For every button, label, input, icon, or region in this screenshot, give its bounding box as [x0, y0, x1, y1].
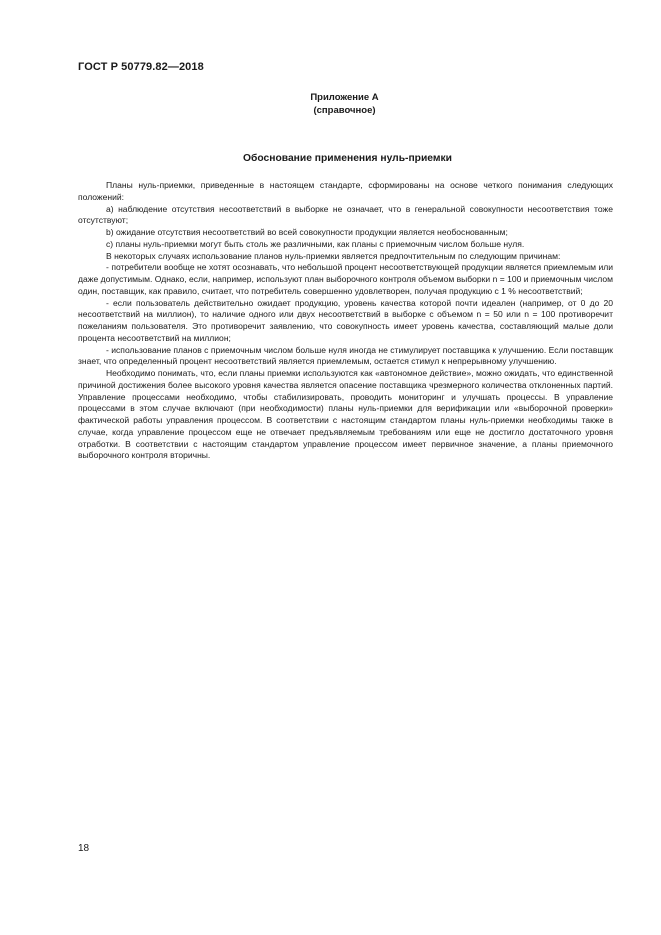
annex-subtitle: (справочное) — [313, 105, 376, 116]
paragraph: Планы нуль-приемки, приведенные в настоящем стандарте, сформированы на основе четкого понимания следующих положений: — [78, 180, 613, 202]
list-item: b) ожидание отсутствия несоответствий во всей совокупности продукции является необоснованным; — [106, 227, 508, 237]
section-title: Обоснование применения нуль-приемки — [242, 153, 452, 164]
list-item: - потребители вообще не хотят осознавать, что небольшой процент несоответствующей продукции является приемлемым или даже допустимым. Однако, если, например, используют план выборочного контроля объемом выборки n = 100 и приемочным числом один, поставщик, как правило, считает, что потребитель совершенно удовлетворен, получая продукцию с 1 % несоответствий; — [78, 262, 613, 296]
list-item: - если пользователь действительно ожидает продукцию, уровень качества которой почти идеален (например, от 0 до 20 несоответствий на миллион), то наличие одного или двух несоответствий в выборке с объемом n = 50 или n = 100 противоречит пожеланиям пользователя. Это противоречит заявлению, что совокупность имеет уровень качества, составляющий малые доли процента несоответствий на миллион; — [78, 297, 613, 343]
list-item: c) планы нуль-приемки могут быть столь же различными, как планы с приемочным числом больше нуля. — [106, 238, 525, 249]
list-item: a) наблюдение отсутствия несоответствий в выборке не означает, что в генеральной совокупности несоответствия тоже отсутствуют; — [78, 203, 613, 226]
list-item: - использование планов с приемочным числом больше нуля иногда не стимулирует поставщика к улучшению. Если поставщик знает, что определенный процент несоответствий является приемлемым, остается стимул к непрерывному улучшению. — [78, 344, 613, 367]
body-text — [78, 180, 613, 462]
page-number: 18 — [78, 843, 90, 854]
annex-title: Приложение А — [310, 92, 379, 103]
paragraph: Необходимо понимать, что, если планы приемки используются как «автономное действие», можно ожидать, что единственной причиной достижения более высокого уровня качества является опасение поставщика чрезмерного количества отклоненных партий. Управление процессами необходимо, чтобы стабилизировать, проводить мониторинг и улучшать процессы. В управление процессами в этом случае включают (при необходимости) планы нуль-приемки для верификации или «выборочной проверки» фактической работы управления процессом. В соответствии с настоящим стандартом планы нуль-приемки необходимы также в случае, когда управление процессом еще не отвечает предъявляемым требованиям или еще не достигло достаточного уровня отработки. В соответствии с настоящим стандартом управление процессом имеет первичное значение, а планы приемочного выборочного контроля вторичны. — [78, 368, 613, 461]
document-id-header: ГОСТ Р 50779.82—2018 — [78, 61, 204, 73]
annex-heading — [0, 91, 661, 117]
paragraph: В некоторых случаях использование планов нуль-приемки является предпочтительным по следующим причинам: — [106, 250, 561, 261]
